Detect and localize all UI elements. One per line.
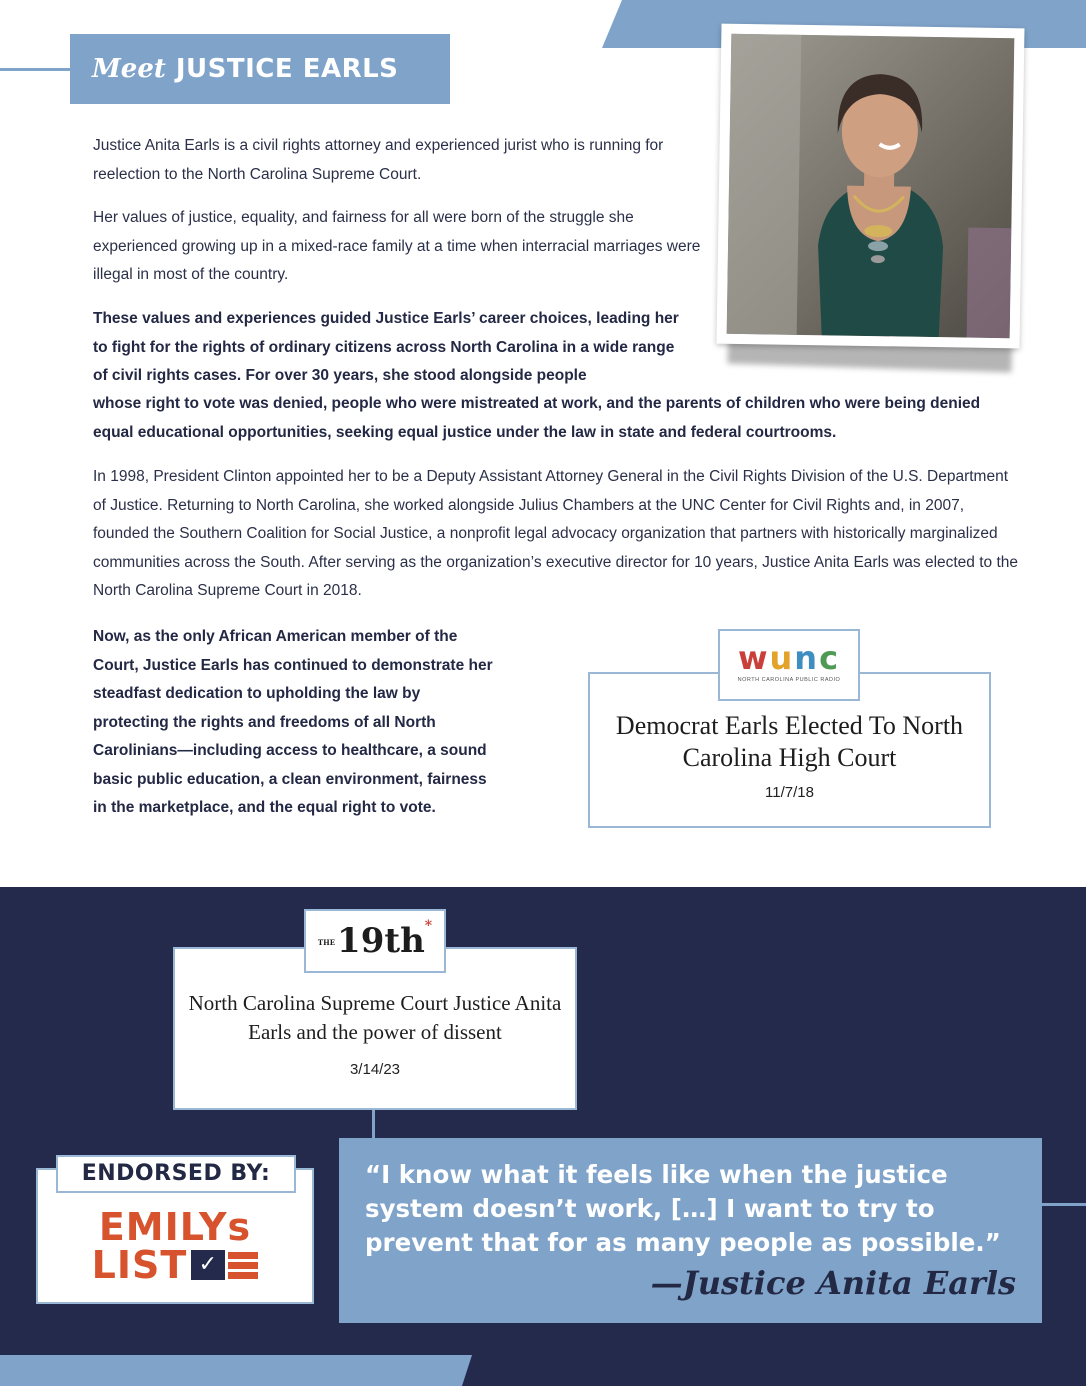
- check-icon: ✓: [191, 1250, 225, 1280]
- the19th-date: 3/14/23: [349, 1061, 401, 1078]
- bio-paragraph-3-part-2: whose right to vote was denied, people who were mistreated at work, and the parents of children who were being denied equal educational opportunities, seeking equal justice under the law in state and federal courtrooms.: [93, 395, 981, 441]
- wunc-logo: [718, 629, 860, 701]
- wunc-headline: Democrat Earls Elected To North Carolina High Court: [615, 711, 964, 772]
- portrait-photo-frame: [717, 24, 1025, 349]
- emilys-list-list-text: LIST: [91, 1243, 188, 1287]
- bio-paragraph-1: Justice Anita Earls is a civil rights attorney and experienced jurist who is running for reelection to the North Carolina Supreme Court.: [93, 137, 664, 183]
- wunc-logo-subtitle: NORTH CAROLINA PUBLIC RADIO: [737, 677, 841, 683]
- bio-paragraph-4: In 1998, President Clinton appointed her to be a Deputy Assistant Attorney General in the Civil Rights Division of the U.S. Department of Justice. Returning to North Carolina, she worked alongside Julius Chambers at the UNC Center for Civil Rights and, in 2007, founded the Southern Coalition for Social Justice, a nonprofit legal advocacy organization that partners with historically marginalized communities across the South. After serving as the organization’s executive director for 10 years, Justice Anita Earls was elected to the North Carolina Supreme Court in 2018.: [93, 468, 1019, 599]
- the19th-headline: North Carolina Supreme Court Justice Anita Earls and the power of dissent: [188, 991, 562, 1044]
- wunc-letter-w: w: [737, 639, 770, 677]
- wunc-letter-n: n: [794, 639, 820, 677]
- title-accent-line: [0, 68, 72, 71]
- quote-attribution: —Justice Anita Earls: [650, 1264, 1016, 1302]
- the19th-logo-main: 19th: [337, 921, 425, 961]
- page-title: [70, 34, 450, 104]
- endorsed-by-label: ENDORSED BY:: [56, 1155, 296, 1193]
- bio-paragraph-5: Now, as the only African American member of the Court, Justice Earls has continued to demonstrate her steadfast dedication to upholding the law by protecting the rights and freedoms of all North Carolinians—including access to healthcare, a sound basic public education, a clean environment, fairness in the marketplace, and the equal right to vote.: [93, 628, 493, 816]
- bars-icon: [228, 1250, 258, 1280]
- title-name: JUSTICE EARLS: [175, 54, 399, 84]
- the19th-logo-text: [306, 911, 444, 973]
- quote-accent-line: [1040, 1203, 1086, 1206]
- title-meet: Meet: [92, 54, 166, 84]
- bio-paragraph-3-part-1: These values and experiences guided Justice Earls’ career choices, leading her to fight for the rights of ordinary citizens across North Carolina in a wide range of civil rights cases. For over 30 years, she stood alongside people: [93, 310, 679, 384]
- wunc-letter-c: c: [819, 639, 841, 677]
- wunc-date: 11/7/18: [765, 784, 814, 801]
- bio-paragraph-2: Her values of justice, equality, and fairness for all were born of the struggle she experienced growing up in a mixed-race family at a time when interracial marriages were illegal in most of the country.: [93, 209, 701, 283]
- portrait-illustration: [727, 34, 1015, 338]
- wunc-logo-letters: [720, 641, 858, 675]
- quote-box: [339, 1138, 1042, 1323]
- bottom-accent-band: [0, 1355, 472, 1386]
- quote-text: “I know what it feels like when the justice system doesn’t work, […] I want to try to prevent that for as many people as possible.”: [365, 1160, 1001, 1257]
- the19th-logo-the: THE: [317, 938, 336, 947]
- emilys-list-line-2: [38, 1243, 312, 1287]
- portrait-photo: [727, 34, 1015, 338]
- card-connector-line: [372, 1108, 375, 1140]
- wunc-letter-u: u: [769, 639, 795, 677]
- emilys-list-line-1: EMILYs: [98, 1205, 252, 1249]
- emilys-list-logo: [38, 1205, 312, 1287]
- the19th-logo: [304, 909, 446, 973]
- the19th-logo-star: *: [424, 918, 433, 934]
